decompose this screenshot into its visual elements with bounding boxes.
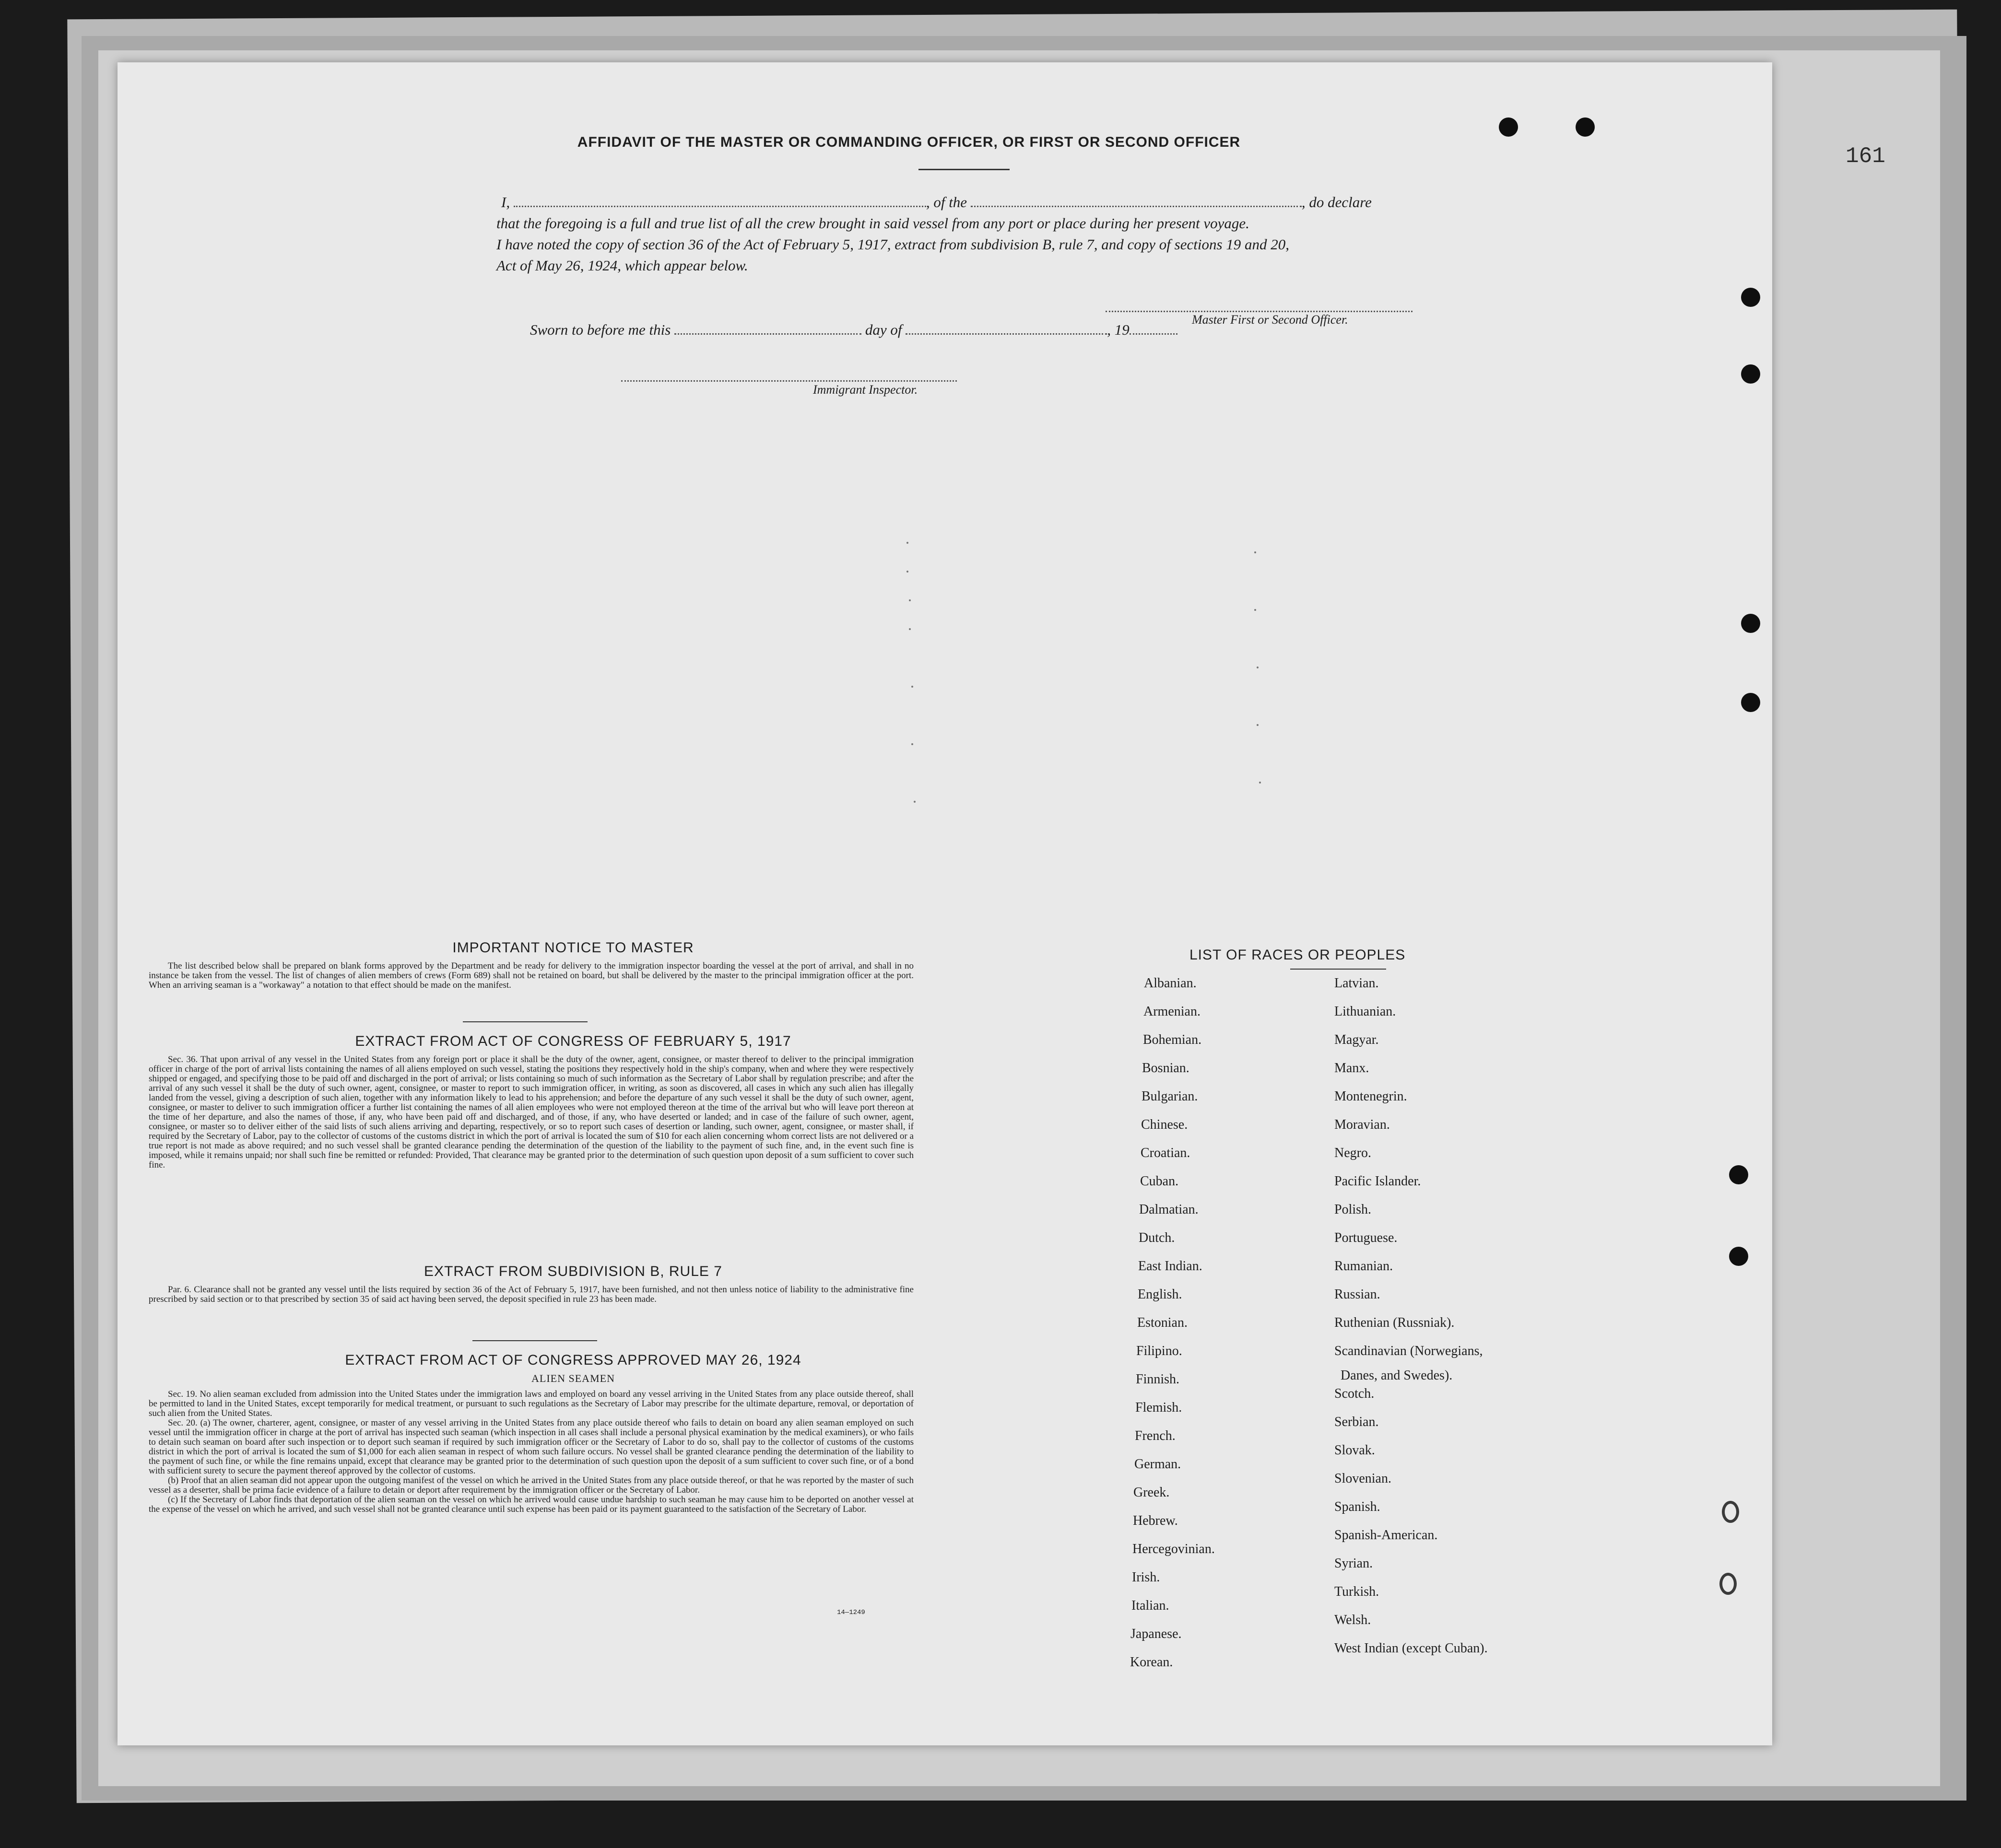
race-item: Polish. [1334, 1202, 1372, 1217]
punch-hole-icon [1729, 1165, 1748, 1184]
affidavit-title: AFFIDAVIT OF THE MASTER OR COMMANDING OFFICER, OR FIRST OR SECOND OFFICER [577, 134, 1241, 150]
race-item: Portuguese. [1334, 1230, 1398, 1245]
affidavit-line-3: I have noted the copy of section 36 of the Act of February 5, 1917, extract from subdivision B, rule 7, and copy of sections 19 and 20, [496, 236, 1290, 253]
race-item: Manx. [1334, 1061, 1369, 1076]
extract-1917-title: EXTRACT FROM ACT OF CONGRESS OF FEBRUARY 5, 1917 [355, 1033, 791, 1049]
sec-20c: (c) If the Secretary of Labor finds that deportation of the alien seaman on the vessel on which he arrived would cause undue hardship to such seaman he may cause him to be deported on another vessel at the expense of the vessel on which he arrived, and such vessel shall not be granted clearance until such expense has been paid or its payment guaranteed to the satisfaction of the Secretary of Labor. [149, 1495, 914, 1514]
bleed-through-mark [909, 628, 911, 630]
race-item: Bosnian. [1142, 1061, 1189, 1076]
affidavit-statement [496, 192, 1552, 276]
race-item: Danes, and Swedes). [1341, 1368, 1453, 1383]
sec-20a: Sec. 20. (a) The owner, charterer, agent, consignee, or master of any vessel arriving in the United States from any place outside thereof who fails to detain on board any alien seaman employed on such vessel until the immigration officer in charge at the port of arrival has inspected such seaman (which inspection in all cases shall include a personal physical examination by the medical examiners), or who fails to detain such seaman on board after such inspection or to deport such seaman if required by such immigration officer or the Secretary of Labor to do so, shall pay to the collector of customs of the customs district in which the port of arrival is located the sum of $1,000 for each alien seaman in respect of whom such failure occurs. No vessel shall be granted clearance pending the determination of the liability to the payment of such fine, or while the fine remains unpaid, except that clearance may be granted prior to the determination of such question upon the deposit of a sum sufficient to cover such fine, or of a bond with sufficient surety to secure the payment thereof approved by the collector of customs. [149, 1418, 914, 1476]
race-item: Turkish. [1334, 1584, 1379, 1599]
declarant-name-field[interactable] [514, 206, 926, 207]
race-item: Bulgarian. [1142, 1089, 1198, 1104]
affidavit-line-1: I, , of the , do declare [501, 194, 1372, 211]
inspector-signature-field[interactable] [621, 380, 957, 382]
race-item: Estonian. [1137, 1315, 1188, 1330]
sec-19: Sec. 19. No alien seaman excluded from admission into the United States under the immigration laws and employed on board any vessel arriving in the United States from any place outside thereof, shall be permitted to land in the United States, except temporarily for medical treatment, or pursuant to such regulations as the Secretary of Labor may prescribe for the ultimate departure, removal, or deportation of such alien from the United States. [149, 1389, 914, 1418]
race-item: Russian. [1334, 1287, 1380, 1302]
races-title: LIST OF RACES OR PEOPLES [1189, 947, 1406, 963]
bleed-through-mark [911, 743, 913, 745]
race-item: Flemish. [1135, 1400, 1182, 1415]
manifest-page [118, 62, 1772, 1745]
bleed-through-mark [1257, 667, 1259, 668]
race-item: German. [1134, 1457, 1181, 1472]
race-item: Negro. [1334, 1146, 1371, 1160]
race-item: Dutch. [1139, 1230, 1175, 1245]
race-item: West Indian (except Cuban). [1334, 1640, 1488, 1656]
punch-hole-icon [1741, 364, 1760, 384]
form-code: 14—1249 [837, 1609, 865, 1616]
extract-1924-subtitle: ALIEN SEAMEN [531, 1372, 615, 1384]
extract-1917-body: Sec. 36. That upon arrival of any vessel in the United States from any foreign port or place it shall be the duty of the owner, agent, consignee, or master thereof to deliver to the principal immigration officer in charge of the port of arrival lists containing the names of all aliens employed on such vessel, stating the positions they respectively hold in the ship's company, when and where they were respectively shipped or engaged, and specifying those to be paid off and discharged in the port of arrival; or lists containing so much of such information as the Secretary of Labor shall by regulation prescribe; and after the arrival of any such vessel it shall be the duty of such owner, agent, consignee, or master to report to such immigration officer, in writing, as soon as discovered, all cases in which any such alien has illegally landed from the vessel, giving a description of such alien, together with any information likely to lead to his apprehension; and before the departure of any such vessel it shall be the duty of such owner, agent, consignee, or master to deliver to such immigration officer a further list containing the names of all alien employees who were not employed thereon at the time of the arrival but who will leave port thereon at the time of her departure, and also the names of those, if any, who have been paid off and discharged, and of those, if any, who have deserted or landed; and in case of the failure of such owner, agent, consignee, or master so to deliver either of the said lists of such aliens arriving and departing, respectively, or so to report such cases of desertion or landing, such owner, agent, consignee, or master shall, if required by the Secretary of Labor, pay to the collector of customs of the customs district in which the port of arrival is located the sum of $10 for each alien concerning whom correct lists are not delivered or a true report is not made as above required; and no such vessel shall be granted clearance pending the determination of the question of the liability to the payment of such fine, and, in the event such fine is imposed, while it remains unpaid; nor shall such fine be remitted or refunded: Provided, That clearance may be granted prior to the determination of such question upon deposit of a sum sufficient to cover such fine. [149, 1054, 914, 1170]
race-item: Croatian. [1141, 1146, 1190, 1160]
master-caption: Master First or Second Officer. [1192, 313, 1348, 327]
race-item: Ruthenian (Russniak). [1334, 1315, 1455, 1330]
divider [463, 1021, 588, 1022]
sworn-year-field[interactable] [1130, 333, 1177, 335]
race-item: Filipino. [1136, 1344, 1182, 1358]
race-item: Slovak. [1334, 1442, 1375, 1458]
race-item: Italian. [1131, 1598, 1169, 1613]
vessel-name-field[interactable] [971, 206, 1302, 207]
affidavit-line-4: Act of May 26, 1924, which appear below. [496, 257, 748, 274]
master-signature-field[interactable] [1106, 311, 1412, 312]
race-item: English. [1138, 1287, 1182, 1302]
punch-hole-icon [1576, 117, 1595, 137]
punch-hole-icon [1729, 1247, 1748, 1266]
bleed-through-mark [1254, 551, 1256, 553]
race-item: Scandinavian (Norwegians, [1334, 1344, 1483, 1358]
punch-hole-icon [1741, 614, 1760, 633]
race-item: Armenian. [1143, 1004, 1201, 1019]
race-item: Bohemian. [1143, 1032, 1202, 1047]
extract-1924-body [149, 1390, 914, 1514]
race-item: Rumanian. [1334, 1259, 1393, 1274]
bleed-through-mark [909, 599, 911, 601]
notice-title: IMPORTANT NOTICE TO MASTER [452, 940, 694, 956]
extract-rule7-title: EXTRACT FROM SUBDIVISION B, RULE 7 [424, 1263, 722, 1279]
punch-hole-icon [1741, 693, 1760, 712]
race-item: Magyar. [1334, 1032, 1379, 1047]
race-item: Serbian. [1334, 1414, 1379, 1429]
race-item: Hercegovinian. [1132, 1542, 1215, 1556]
inspector-caption: Immigrant Inspector. [813, 383, 918, 397]
race-item: Pacific Islander. [1334, 1174, 1421, 1189]
race-item: Montenegrin. [1334, 1089, 1407, 1104]
divider [472, 1340, 597, 1341]
race-item: Welsh. [1334, 1612, 1371, 1627]
divider [918, 169, 1010, 170]
race-item: Spanish-American. [1334, 1527, 1438, 1543]
race-item: Finnish. [1136, 1372, 1180, 1387]
race-item: French. [1135, 1428, 1176, 1443]
sworn-line: Sworn to before me this day of , 19 [530, 321, 1345, 339]
bleed-through-mark [906, 542, 908, 544]
page-number: 161 [1846, 144, 1885, 169]
race-item: Latvian. [1334, 976, 1379, 991]
race-item: Irish. [1132, 1570, 1160, 1585]
punch-hole-icon [1741, 288, 1760, 307]
bleed-through-mark [1254, 609, 1256, 611]
race-item: Slovenian. [1334, 1471, 1391, 1486]
punch-hole-icon [1499, 117, 1518, 137]
race-item: Syrian. [1334, 1556, 1373, 1571]
bleed-through-mark [911, 686, 913, 688]
notice-body: The list described below shall be prepared on blank forms approved by the Department and be ready for delivery to the immigration inspector boarding the vessel at the port of arrival, and shall in no instance be taken from the vessel. The list of changes of alien members of crews (Form 689) shall not be retained on board, but shall be delivered by the master to the principal immigration officer at the port. When an arriving seaman is a "workaway" a notation to that effect should be made on the manifest. [149, 961, 914, 990]
sworn-month-field[interactable] [906, 333, 1107, 335]
race-item: Japanese. [1130, 1626, 1182, 1641]
race-item: Moravian. [1334, 1117, 1390, 1132]
race-item: Cuban. [1140, 1174, 1179, 1189]
race-item: Lithuanian. [1334, 1004, 1396, 1019]
bleed-through-mark [1259, 782, 1261, 784]
affidavit-line-2: that the foregoing is a full and true list of all the crew brought in said vessel from any port or place during her present voyage. [496, 215, 1249, 232]
race-item: Hebrew. [1133, 1513, 1178, 1528]
extract-rule7-body: Par. 6. Clearance shall not be granted any vessel until the lists required by section 36 of the Act of February 5, 1917, have been furnished, and not then unless notice of liability to the administrative fine prescribed by said section or to that prescribed by section 35 of said act having been served, the deposit specified in rule 23 has been made. [149, 1285, 914, 1304]
bleed-through-mark [906, 571, 908, 573]
race-item: East Indian. [1138, 1259, 1202, 1274]
extract-1924-title: EXTRACT FROM ACT OF CONGRESS APPROVED MAY 26, 1924 [345, 1352, 801, 1368]
race-item: Chinese. [1141, 1117, 1188, 1132]
punch-hole-icon [1719, 1573, 1737, 1595]
sec-20b: (b) Proof that an alien seaman did not appear upon the outgoing manifest of the vessel on which he arrived in the United States from any place outside thereof, or that he was reported by the master of such vessel as a deserter, shall be prima facie evidence of a failure to detain or deport after requirement by the immigration officer or the Secretary of Labor. [149, 1475, 914, 1495]
bleed-through-mark [914, 801, 916, 803]
race-item: Greek. [1133, 1485, 1170, 1500]
race-item: Korean. [1130, 1655, 1173, 1670]
race-item: Dalmatian. [1139, 1202, 1199, 1217]
divider [1290, 969, 1386, 970]
race-item: Albanian. [1144, 976, 1197, 991]
bleed-through-mark [1257, 724, 1259, 726]
punch-hole-icon [1722, 1501, 1739, 1523]
race-item: Scotch. [1334, 1386, 1375, 1401]
race-item: Spanish. [1334, 1499, 1380, 1514]
sworn-day-field[interactable] [674, 333, 861, 335]
